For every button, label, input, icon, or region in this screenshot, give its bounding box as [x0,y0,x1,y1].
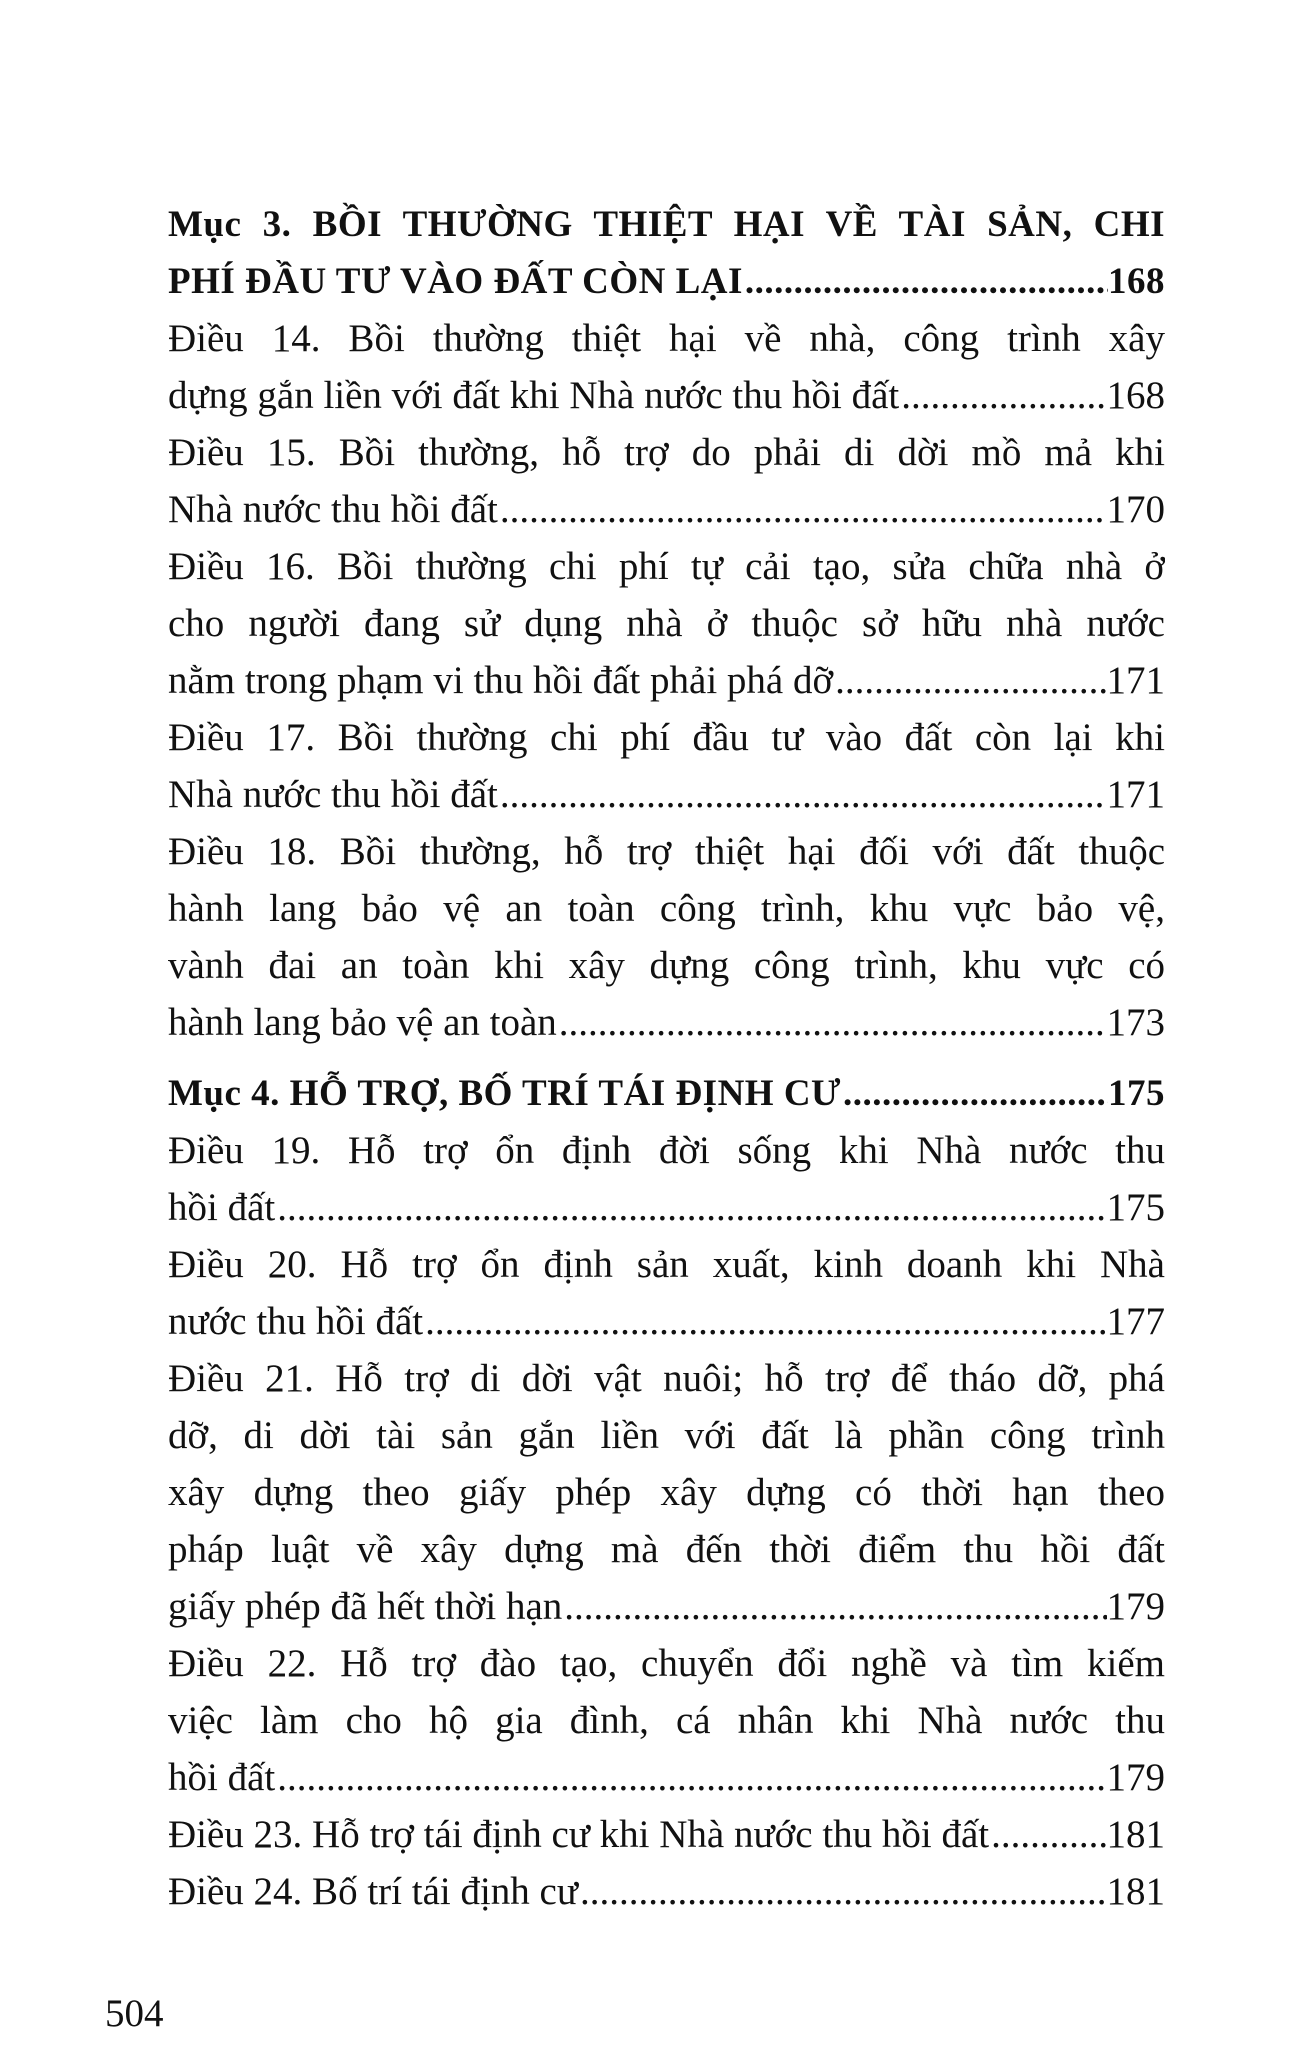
toc-entry-last-line [168,1578,1165,1635]
toc-page-number: 168 [1106,374,1165,417]
dot-leader [841,1065,1108,1122]
toc-entry-line: vành đai an toàn khi xây dựng công trình, khu vực có [168,944,1165,987]
toc-entry [168,1236,1165,1350]
toc-entry-last-line [168,766,1165,823]
toc-entry [168,1806,1165,1863]
toc-entry-last-line [168,1749,1165,1806]
dot-leader [498,766,1107,823]
toc-section [168,196,1165,310]
toc-entry-line: Điều 18. Bồi thường, hỗ trợ thiệt hại đối với đất thuộc [168,830,1165,873]
toc-entry-line: pháp luật về xây dựng mà đến thời điểm thu hồi đất [168,1528,1165,1571]
toc-entry [168,709,1165,823]
toc-page-number: 175 [1108,1073,1165,1114]
toc-entry-title: Điều 24. Bố trí tái định cư [168,1870,578,1913]
toc-section [168,1065,1165,1122]
toc-entry-title: dựng gắn liền với đất khi Nhà nước thu hồi đất [168,374,900,417]
table-of-contents [168,196,1165,1920]
toc-entry-title: nằm trong phạm vi thu hồi đất phải phá dỡ [168,659,834,702]
toc-entry-line: Điều 14. Bồi thường thiệt hại về nhà, công trình xây [168,317,1165,360]
dot-leader [989,1806,1106,1863]
toc-entry-line: Điều 15. Bồi thường, hỗ trợ do phải di dời mồ mả khi [168,431,1165,474]
dot-leader [562,1578,1106,1635]
toc-entry-last-line [168,1065,1165,1122]
dot-leader [833,652,1106,709]
toc-page-number: 181 [1106,1870,1165,1913]
toc-entry [168,823,1165,1051]
toc-entry-line: Điều 19. Hỗ trợ ổn định đời sống khi Nhà nước thu [168,1129,1165,1172]
toc-entry-title: giấy phép đã hết thời hạn [168,1585,563,1628]
toc-entry-last-line [168,1806,1165,1863]
toc-entry-last-line [168,994,1165,1051]
dot-leader [743,253,1108,310]
toc-entry-line: Điều 22. Hỗ trợ đào tạo, chuyển đổi nghề và tìm kiếm [168,1642,1165,1685]
toc-entry-last-line [168,481,1165,538]
toc-page-number: 170 [1106,488,1165,531]
toc-entry-line: dỡ, di dời tài sản gắn liền với đất là phần công trình [168,1414,1165,1457]
toc-entry-line: Điều 17. Bồi thường chi phí đầu tư vào đất còn lại khi [168,716,1165,759]
toc-entry-title: hồi đất [168,1756,276,1799]
toc-page-number: 171 [1106,773,1165,816]
toc-page-number: 181 [1106,1813,1165,1856]
dot-leader [557,994,1107,1051]
toc-entry-last-line [168,1863,1165,1920]
toc-entry-line: việc làm cho hộ gia đình, cá nhân khi Nhà nước thu [168,1699,1165,1742]
toc-entry-last-line [168,652,1165,709]
toc-entry [168,1863,1165,1920]
toc-entry-title: Điều 23. Hỗ trợ tái định cư khi Nhà nước thu hồi đất [168,1813,990,1856]
toc-entry-line: xây dựng theo giấy phép xây dựng có thời hạn theo [168,1471,1165,1514]
toc-entry [168,1122,1165,1236]
toc-entry-title: Nhà nước thu hồi đất [168,773,498,816]
toc-page-number: 173 [1106,1001,1165,1044]
toc-entry-title: PHÍ ĐẦU TƯ VÀO ĐẤT CÒN LẠI [168,261,743,302]
toc-entry-last-line [168,1293,1165,1350]
toc-page-number: 171 [1106,659,1165,702]
toc-entry-last-line [168,1179,1165,1236]
toc-entry-line: Điều 21. Hỗ trợ di dời vật nuôi; hỗ trợ để tháo dỡ, phá [168,1357,1165,1400]
toc-entry-last-line [168,253,1165,310]
dot-leader [899,367,1106,424]
toc-entry-title: Nhà nước thu hồi đất [168,488,498,531]
dot-leader [423,1293,1106,1350]
toc-entry [168,1350,1165,1635]
toc-entry [168,424,1165,538]
toc-entry-line: Điều 16. Bồi thường chi phí tự cải tạo, sửa chữa nhà ở [168,545,1165,588]
toc-entry [168,310,1165,424]
toc-page-number: 179 [1106,1585,1165,1628]
toc-entry-line: cho người đang sử dụng nhà ở thuộc sở hữu nhà nước [168,602,1165,645]
toc-entry-last-line [168,367,1165,424]
toc-entry-title: Mục 4. HỖ TRỢ, BỐ TRÍ TÁI ĐỊNH CƯ [168,1073,841,1114]
toc-page-number: 177 [1106,1300,1165,1343]
dot-leader [275,1179,1106,1236]
toc-page-number: 168 [1108,261,1165,302]
toc-entry-title: hồi đất [168,1186,276,1229]
toc-entry-title: hành lang bảo vệ an toàn [168,1001,557,1044]
dot-leader [498,481,1107,538]
toc-entry-title: nước thu hồi đất [168,1300,424,1343]
toc-entry-line: Điều 20. Hỗ trợ ổn định sản xuất, kinh doanh khi Nhà [168,1243,1165,1286]
toc-entry [168,1635,1165,1806]
toc-page-number: 179 [1106,1756,1165,1799]
dot-leader [578,1863,1107,1920]
page-number: 504 [105,1992,164,2035]
toc-entry [168,538,1165,709]
toc-page-number: 175 [1106,1186,1165,1229]
toc-entry-line: hành lang bảo vệ an toàn công trình, khu vực bảo vệ, [168,887,1165,930]
dot-leader [275,1749,1106,1806]
toc-entry-line: Mục 3. BỒI THƯỜNG THIỆT HẠI VỀ TÀI SẢN, CHI [168,204,1165,245]
